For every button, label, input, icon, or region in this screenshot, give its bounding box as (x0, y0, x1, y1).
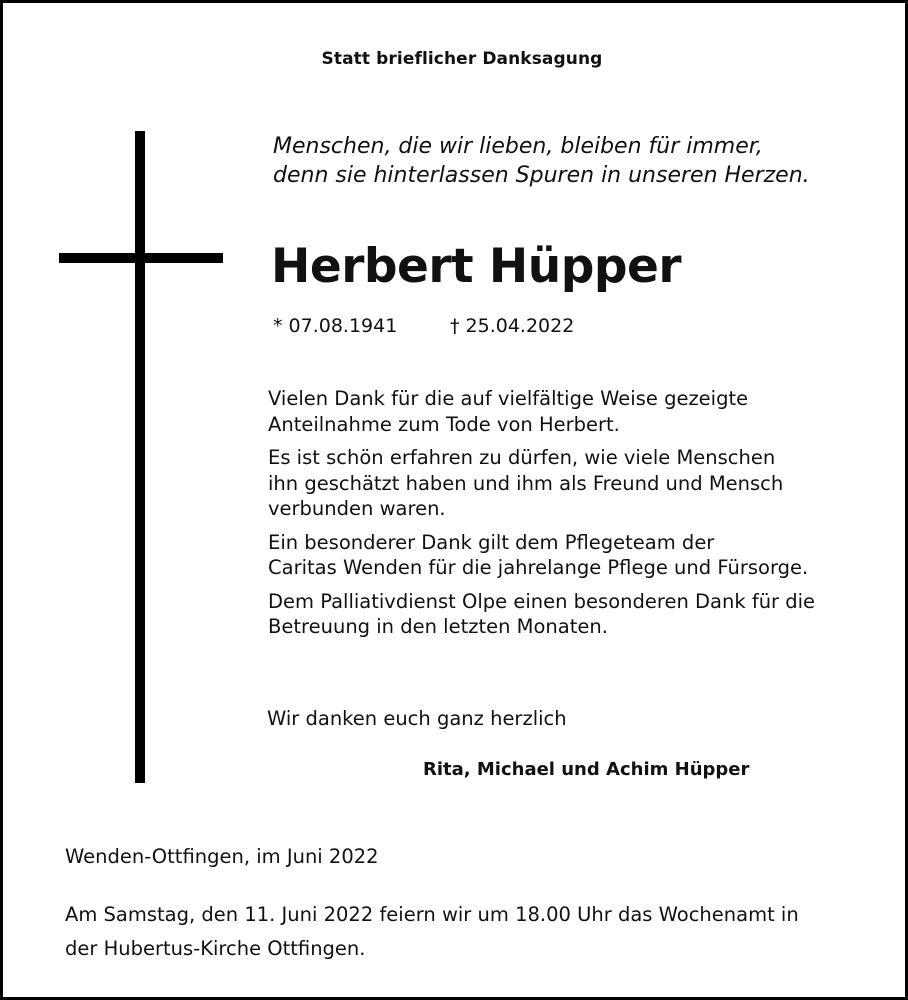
birth-date: * 07.08.1941 (273, 315, 398, 337)
deceased-name: Herbert Hüpper (271, 239, 682, 294)
thanks-line: Vielen Dank für die auf vielfältige Weise gezeigte (268, 387, 749, 410)
thanks-paragraph (268, 386, 868, 437)
thanks-line: ihn geschätzt haben und ihm als Freund und Mensch (268, 471, 784, 495)
thanks-text (268, 386, 868, 648)
thanks-line: Es ist schön erfahren zu dürfen, wie viele Menschen (268, 446, 776, 469)
thanks-line: Caritas Wenden für die jahrelange Pflege und Fürsorge. (268, 556, 809, 579)
service-line: Am Samstag, den 11. Juni 2022 feiern wir um 18.00 Uhr das Wochenamt in (65, 903, 799, 926)
thanks-line: verbunden waren. (268, 497, 446, 520)
cross-icon-horizontal-bar (59, 253, 223, 263)
service-announcement (65, 898, 885, 966)
thanks-line: Betreuung in den letzten Monaten. (268, 615, 608, 638)
thanks-paragraph (268, 589, 868, 640)
thanks-paragraph (268, 530, 868, 581)
family-signature: Rita, Michael und Achim Hüpper (423, 759, 750, 780)
cross-icon-vertical-bar (135, 131, 145, 783)
thanks-line: Dem Palliativdienst Olpe einen besonderen Dank für die (268, 589, 816, 613)
thanks-line: Ein besonderer Dank gilt dem Pflegeteam der (268, 530, 715, 554)
motto-line: Menschen, die wir lieben, bleiben für immer, (273, 134, 763, 159)
service-line: der Hubertus-Kirche Ottfingen. (65, 937, 366, 960)
motto-quote (273, 132, 893, 190)
closing-line: Wir danken euch ganz herzlich (267, 707, 567, 730)
place-date: Wenden-Ottfingen, im Juni 2022 (65, 845, 379, 868)
motto-line: denn sie hinterlassen Spuren in unseren Herzen. (273, 163, 810, 188)
thanks-paragraph (268, 445, 868, 522)
death-date: † 25.04.2022 (450, 315, 575, 337)
thanks-line: Anteilnahme zum Tode von Herbert. (268, 412, 620, 436)
notice-heading: Statt brieflicher Danksagung (321, 49, 603, 69)
